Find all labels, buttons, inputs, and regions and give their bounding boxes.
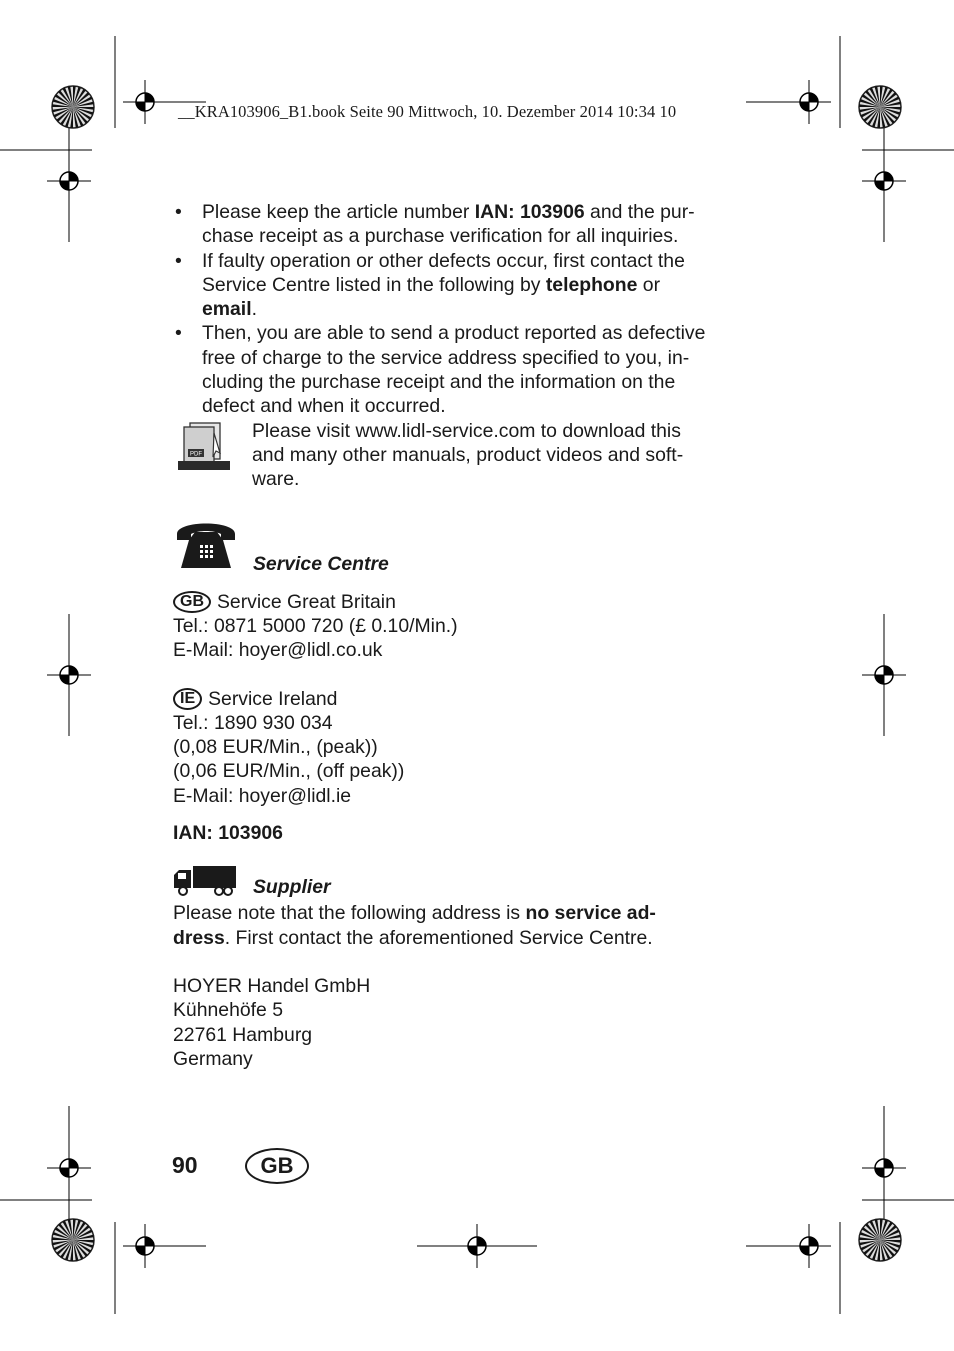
- ie-peak-rate: (0,08 EUR/Min., (peak)): [173, 736, 378, 759]
- service-centre-title: Service Centre: [253, 552, 389, 575]
- page-content: [173, 200, 718, 1071]
- address-line: Kühnehöfe 5: [173, 999, 283, 1022]
- ian-number: IAN: 103906: [173, 822, 283, 845]
- gb-email: E-Mail: hoyer@lidl.co.uk: [173, 639, 383, 662]
- gb-badge: GB: [173, 591, 211, 613]
- ie-badge: IE: [173, 688, 202, 710]
- print-header: __KRA103906_B1.book Seite 90 Mittwoch, 10. Dezember 2014 10:34 10: [178, 102, 677, 121]
- language-badge: GB: [245, 1148, 309, 1184]
- ie-email: E-Mail: hoyer@lidl.ie: [173, 784, 352, 807]
- address-line: HOYER Handel GmbH: [173, 974, 371, 997]
- supplier-heading: [173, 865, 718, 901]
- supplier-address: [173, 974, 718, 1071]
- truck-icon: [173, 865, 237, 897]
- svg-text:PDF: PDF: [190, 451, 202, 458]
- list-item: • If faulty operation or other defects occur, first contact the Service Centre listed in the following by telephone or email.: [175, 249, 685, 321]
- service-ie: IE Service Ireland Tel.: 1890 930 034 (0,08 EUR/Min., (peak)) (0,06 EUR/Min., (off peak)) E-Mail: hoyer@lidl.ie: [173, 687, 718, 808]
- ie-telephone: Tel.: 1890 930 034: [173, 711, 333, 734]
- list-item: • Then, you are able to send a product reported as defective free of charge to the service address specified to you, in- cluding the purchase receipt and the information on the defect and when it occurred.: [175, 322, 706, 418]
- instructions-list: [173, 200, 718, 419]
- list-item: • Please keep the article number IAN: 103906 and the pur- chase receipt as a purchase verification for all inquiries.: [175, 201, 695, 248]
- download-text: Please visit www.lidl-service.com to download this and many other manuals, product videos and soft- ware.: [252, 419, 684, 491]
- supplier-title: Supplier: [253, 876, 331, 899]
- supplier-note: Please note that the following address is no service ad- dress. First contact the aforementioned Service Centre.: [173, 902, 656, 949]
- ie-offpeak-rate: (0,06 EUR/Min., (off peak)): [173, 760, 405, 783]
- page-number: 90: [172, 1152, 198, 1178]
- pdf-download-icon: [176, 421, 234, 473]
- gb-telephone: Tel.: 0871 5000 720 (£ 0.10/Min.): [173, 614, 458, 637]
- address-line: Germany: [173, 1047, 253, 1070]
- service-centre-heading: [173, 518, 718, 590]
- service-gb: GB Service Great Britain Tel.: 0871 5000 720 (£ 0.10/Min.) E-Mail: hoyer@lidl.co.uk: [173, 590, 718, 663]
- telephone-icon: [173, 518, 239, 570]
- download-note: [173, 419, 718, 492]
- address-line: 22761 Hamburg: [173, 1023, 313, 1046]
